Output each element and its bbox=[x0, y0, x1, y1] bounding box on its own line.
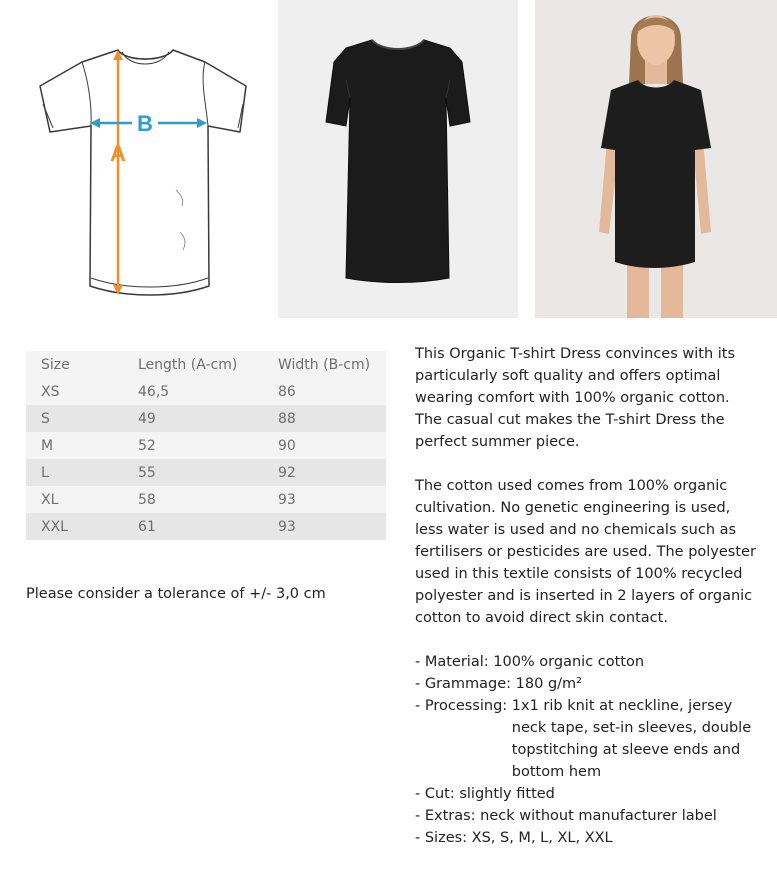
table-row bbox=[26, 459, 386, 486]
cell-length: 61 bbox=[138, 518, 156, 535]
header-length: Length (A-cm) bbox=[138, 356, 238, 373]
length-marker-label: A bbox=[110, 141, 126, 166]
cell-length: 46,5 bbox=[138, 383, 170, 400]
cell-size: XL bbox=[41, 491, 59, 508]
cell-width: 92 bbox=[278, 464, 296, 481]
description-paragraph: This Organic T-shirt Dress convinces with its particularly soft quality and offers optimal wearing comfort with 100% organic cotton. The casual cut makes the T-shirt Dress the perfect summer piece. bbox=[415, 346, 736, 450]
table-row bbox=[26, 405, 386, 432]
measurement-diagram bbox=[0, 0, 262, 318]
table-row bbox=[26, 378, 386, 405]
product-description bbox=[415, 343, 760, 849]
spec-cut: Cut: slightly fitted bbox=[424, 786, 555, 802]
spec-item-extras: - Extras: neck without manufacturer label bbox=[415, 805, 760, 827]
model-photo bbox=[535, 0, 777, 318]
spec-item-processing: - Processing: 1x1 rib knit at neckline, jersey neck tape, set-in sleeves, double topstitching at sleeve ends and bottom hem bbox=[415, 695, 760, 783]
width-marker-label: B bbox=[137, 111, 153, 136]
header-size: Size bbox=[41, 356, 70, 373]
black-tshirt-dress-icon bbox=[278, 0, 518, 318]
table-header-row bbox=[26, 351, 386, 378]
spec-processing-value: 1x1 rib knit at neckline, jersey neck tape, set-in sleeves, double topstitching at sleeve ends and bottom hem bbox=[511, 698, 752, 780]
cell-width: 93 bbox=[278, 518, 296, 535]
description-paragraph: The cotton used comes from 100% organic cultivation. No genetic engineering is used, less water is used and no chemicals such as fertilisers or pesticides are used. The polyester used in this textile consists of 100% recycled polyester and is inserted in 2 layers of organic cotton to avoid direct skin contact. bbox=[415, 478, 756, 626]
spec-item-cut: - Cut: slightly fitted bbox=[415, 783, 760, 805]
cell-size: L bbox=[41, 464, 49, 481]
spec-list bbox=[415, 651, 760, 849]
cell-size: XXL bbox=[41, 518, 68, 535]
cell-size: S bbox=[41, 410, 50, 427]
spec-grammage: Grammage: 180 g/m² bbox=[424, 676, 582, 692]
cell-length: 58 bbox=[138, 491, 156, 508]
cell-width: 88 bbox=[278, 410, 296, 427]
spec-extras: Extras: neck without manufacturer label bbox=[424, 808, 717, 824]
spec-item-grammage: - Grammage: 180 g/m² bbox=[415, 673, 760, 695]
table-row bbox=[26, 513, 386, 540]
spec-processing-label: Processing: bbox=[424, 698, 512, 714]
product-flat-image bbox=[278, 0, 518, 318]
table-row bbox=[26, 486, 386, 513]
cell-width: 86 bbox=[278, 383, 296, 400]
model-wearing-dress-icon bbox=[535, 0, 777, 318]
tshirt-dress-outline-icon bbox=[0, 0, 262, 318]
cell-length: 52 bbox=[138, 437, 156, 454]
cell-size: M bbox=[41, 437, 54, 454]
size-table bbox=[26, 351, 386, 540]
cell-width: 93 bbox=[278, 491, 296, 508]
spec-item-material: - Material: 100% organic cotton bbox=[415, 651, 760, 673]
cell-width: 90 bbox=[278, 437, 296, 454]
header-width: Width (B-cm) bbox=[278, 356, 371, 373]
spec-material: Material: 100% organic cotton bbox=[424, 654, 645, 670]
cell-length: 55 bbox=[138, 464, 156, 481]
spec-sizes: Sizes: XS, S, M, L, XL, XXL bbox=[424, 830, 613, 846]
table-row bbox=[26, 432, 386, 459]
cell-size: XS bbox=[41, 383, 60, 400]
tolerance-note: Please consider a tolerance of +/- 3,0 cm bbox=[26, 586, 326, 602]
spec-item-sizes: - Sizes: XS, S, M, L, XL, XXL bbox=[415, 827, 760, 849]
cell-length: 49 bbox=[138, 410, 156, 427]
